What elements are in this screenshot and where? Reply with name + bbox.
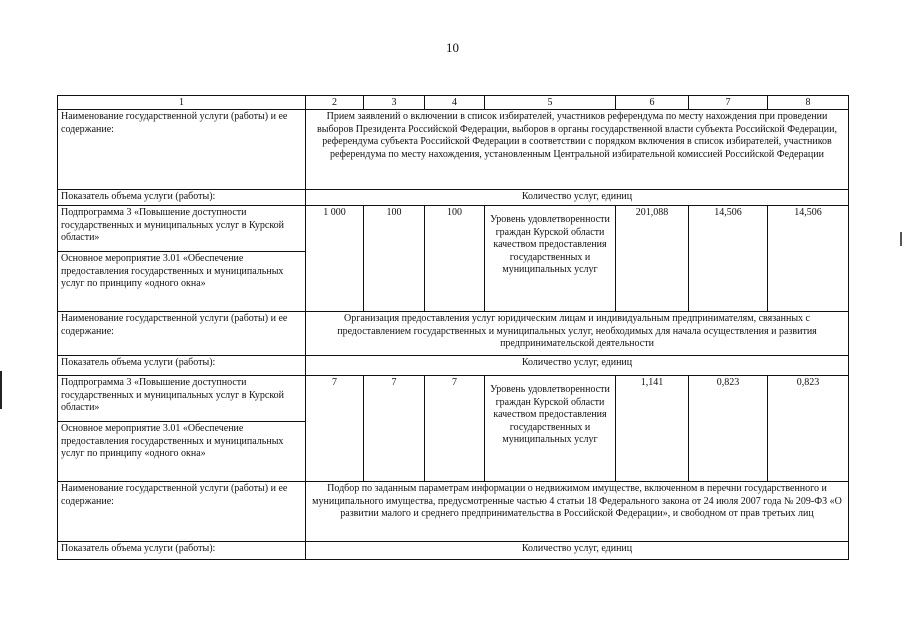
value-col3: 100 <box>364 206 425 312</box>
indicator-value: Количество услуг, единиц <box>306 542 849 560</box>
header-cell: 6 <box>616 96 689 110</box>
measure-name: Основное мероприятие 3.01 «Обеспечение предоставления государственных и муниципальных услуг по принципу «одного окна» <box>58 252 306 312</box>
header-row <box>58 96 849 110</box>
value-col3: 7 <box>364 376 425 482</box>
header-cell: 3 <box>364 96 425 110</box>
program-name: Подпрограмма 3 «Повышение доступности государственных и муниципальных услуг в Курской области» <box>58 206 306 252</box>
quality-indicator: Уровень удовлетворенности граждан Курской области качеством предоставления государственных и муниципальных услуг <box>485 206 616 312</box>
value-col7: 14,506 <box>689 206 768 312</box>
indicator-value: Количество услуг, единиц <box>306 190 849 206</box>
program-name: Подпрограмма 3 «Повышение доступности государственных и муниципальных услуг в Курской области» <box>58 376 306 422</box>
service-description: Организация предоставления услуг юридическим лицам и индивидуальным предпринимателям, связанных с предоставлением государственных и муниципальных услуг, необходимых для начала осуществления и развития предпринимательской деятельности <box>306 312 849 356</box>
value-col8: 0,823 <box>768 376 849 482</box>
service-label: Наименование государственной услуги (работы) и ее содержание: <box>58 482 306 542</box>
services-table <box>57 95 849 560</box>
value-col6: 201,088 <box>616 206 689 312</box>
service-label: Наименование государственной услуги (работы) и ее содержание: <box>58 312 306 356</box>
header-cell: 2 <box>306 96 364 110</box>
program-row <box>58 376 849 422</box>
header-cell: 1 <box>58 96 306 110</box>
scan-margin-mark <box>0 371 2 409</box>
value-col2: 7 <box>306 376 364 482</box>
indicator-row <box>58 542 849 560</box>
program-row <box>58 206 849 252</box>
indicator-label: Показатель объема услуги (работы): <box>58 356 306 376</box>
indicator-label: Показатель объема услуги (работы): <box>58 542 306 560</box>
header-cell: 8 <box>768 96 849 110</box>
scan-edge-mark <box>900 232 902 246</box>
service-label: Наименование государственной услуги (работы) и ее содержание: <box>58 110 306 190</box>
indicator-row <box>58 190 849 206</box>
quality-indicator: Уровень удовлетворенности граждан Курской области качеством предоставления государственных и муниципальных услуг <box>485 376 616 482</box>
service-description: Прием заявлений о включении в список избирателей, участников референдума по месту нахождения при проведении выборов Президента Российской Федерации, выборов в органы государственной власти субъекта Российской Федерации, референдума субъекта Российской Федерации в соответствии с порядком включения в список избирателей, участников референдума по месту нахождения, установленным Центральной избирательной комиссией Российской Федерации <box>306 110 849 190</box>
service-row <box>58 482 849 542</box>
value-col4: 100 <box>425 206 485 312</box>
header-cell: 4 <box>425 96 485 110</box>
measure-name: Основное мероприятие 3.01 «Обеспечение предоставления государственных и муниципальных услуг по принципу «одного окна» <box>58 422 306 482</box>
header-cell: 5 <box>485 96 616 110</box>
value-col8: 14,506 <box>768 206 849 312</box>
indicator-row <box>58 356 849 376</box>
service-row <box>58 110 849 190</box>
service-row <box>58 312 849 356</box>
indicator-value: Количество услуг, единиц <box>306 356 849 376</box>
page-number: 10 <box>446 40 459 55</box>
indicator-label: Показатель объема услуги (работы): <box>58 190 306 206</box>
value-col6: 1,141 <box>616 376 689 482</box>
value-col2: 1 000 <box>306 206 364 312</box>
value-col7: 0,823 <box>689 376 768 482</box>
header-cell: 7 <box>689 96 768 110</box>
service-description: Подбор по заданным параметрам информации о недвижимом имуществе, включенном в перечни государственного и муниципального имущества, предусмотренные частью 4 статьи 18 Федерального закона от 24 июля 2007 года № 209-ФЗ «О развитии малого и среднего предпринимательства в Российской Федерации», и свободном от прав третьих лиц <box>306 482 849 542</box>
value-col4: 7 <box>425 376 485 482</box>
